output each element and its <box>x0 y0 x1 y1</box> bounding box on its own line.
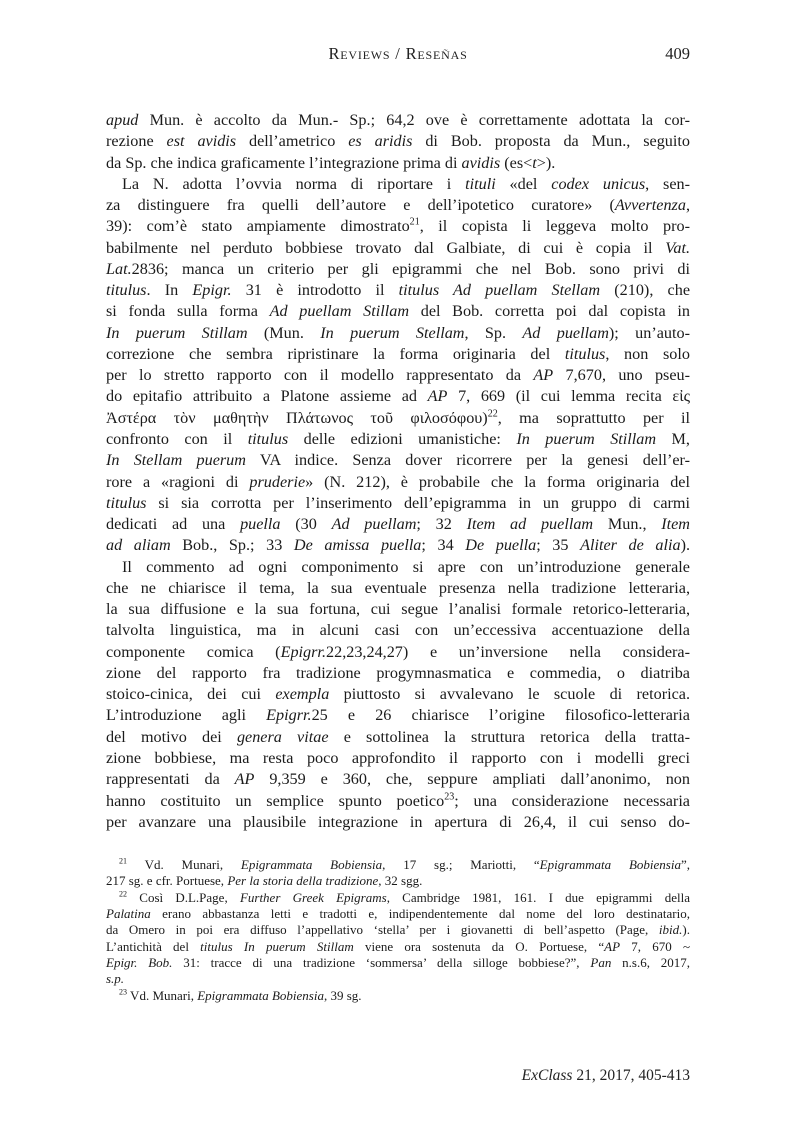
text-line: del motivo dei genera vitae e sottolinea la struttura retorica della tratta- <box>106 727 691 746</box>
footnote <box>106 988 690 1004</box>
text-line: babilmente nel perduto bobbiese trovato dal Galbiate, di cui è copia il Vat. <box>106 238 690 257</box>
text-line: correzione che sembra ripristinare la forma originaria del titulus, non solo <box>106 344 690 363</box>
text-line: la sua diffusione e la sua fortuna, cui segue l’analisi formale retorico-letteraria, <box>106 600 690 619</box>
text-line: hanno costituito un semplice spunto poetico$^{23}$; una considerazione necessaria <box>106 791 690 810</box>
review-body <box>106 111 690 834</box>
text-line: rappresentati da AP 9,359 e 360, che, seppure ampliati dall’anonimo, non <box>106 770 690 789</box>
text-line: da Omero in poi era diffuso l’appellativo ‘stella’ per i giovanetti di bell’aspetto (Page, ibid.). <box>106 922 690 938</box>
text-line: Ἀστέρα τὸν μαθητὴν Πλάτωνος τοῦ φιλοσόφου)$^{22}$, ma soprattutto per il <box>106 408 690 427</box>
text-line: da Sp. che indica graficamente l’integrazione prima di avidis (es<t>). <box>106 153 556 172</box>
running-title: Reviews / Reseñas <box>328 44 468 63</box>
text-line: componente comica (Epigrr.22,23,24,27) e un’inversione nella considera- <box>106 642 690 661</box>
text-line: In puerum Stillam (Mun. In puerum Stellam, Sp. Ad puellam); un’auto- <box>106 323 690 342</box>
text-line: talvolta linguistica, ma in alcuni casi con un’eccessiva accentuazione della <box>106 621 690 640</box>
text-line: La N. adotta l’ovvia norma di riportare i tituli «del codex unicus, sen- <box>122 174 690 193</box>
text-line: stoico-cinica, dei cui exempla piuttosto si avvalevano le scuole di retorica. <box>106 685 691 704</box>
text-line: $^{22}$ Così D.L.Page, Further Greek Epigrams, Cambridge 1981, 161. I due epigrammi della <box>119 889 690 905</box>
text-line: 39): com’è stato ampiamente dimostrato$^{21}$, il copista li leggeva molto pro- <box>106 216 691 236</box>
footnotes <box>106 857 690 1004</box>
text-line: rezione est avidis dell’ametrico es aridis di Bob. proposta da Mun., seguito <box>106 132 690 151</box>
page-number: 409 <box>665 44 690 63</box>
journal-citation: ExClass 21, 2017, 405-413 <box>521 1067 690 1084</box>
text-line: che ne chiarisce il tema, la sua eventuale presenza nella tradizione letteraria, <box>106 578 690 597</box>
text-line: apud Mun. è accolto da Mun.- Sp.; 64,2 ove è correttamente adottata la cor- <box>106 111 690 129</box>
text-line: L’introduzione agli Epigrr.25 e 26 chiarisce l’origine filosofico-letteraria <box>106 706 690 725</box>
text-line: s.p. <box>106 971 125 987</box>
text-line: titulus. In Epigr. 31 è introdotto il titulus Ad puellam Stellam (210), che <box>106 281 691 300</box>
text-line: do epitafio attribuito a Platone assieme ad AP 7, 669 (il cui lemma recita εἰς <box>106 387 690 406</box>
text-line: rore a «ragioni di pruderie» (N. 212), è probabile che la forma originaria del <box>106 472 690 491</box>
footnote <box>106 857 690 890</box>
text-line: ad aliam Bob., Sp.; 33 De amissa puella; 34 De puella; 35 Aliter de alia). <box>106 536 690 555</box>
paragraph <box>106 558 690 834</box>
text-line: Palatina erano abbastanza letti e tradotti e, indipendentemente dal nome del loro destinatario, <box>106 906 690 922</box>
text-line: $^{21}$ Vd. Munari, Epigrammata Bobiensia, 17 sg.; Mariotti, “Epigrammata Bobiensia”, <box>119 856 690 872</box>
text-line: Lat.2836; manca un criterio per gli epigrammi che nel Bob. sono privi di <box>106 259 690 278</box>
text-line: Il commento ad ogni componimento si apre con un’introduzione generale <box>122 557 690 576</box>
text-line: $^{23}$ Vd. Munari, Epigrammata Bobiensia, 39 sg. <box>119 987 362 1003</box>
text-line: per lo stretto rapporto con il modello rappresentato da AP 7,670, uno pseu- <box>106 366 691 385</box>
text-line: L’antichità del titulus In puerum Stillam viene ora sostenuta da O. Portuese, “AP 7, 670 ~ <box>106 938 690 954</box>
paragraph <box>106 111 690 175</box>
text-line: zione del rapporto fra tradizione progymnasmatica e commedia, o diatriba <box>106 663 690 682</box>
text-line: confronto con il titulus delle edizioni umanistiche: In puerum Stillam M, <box>106 429 690 448</box>
text-line: titulus si sia corrotta per l’inserimento dell’epigramma in un gruppo di carmi <box>106 493 690 512</box>
text-line: 217 sg. e cfr. Portuese, Per la storia della tradizione, 32 sgg. <box>106 873 423 889</box>
text-line: zione bobbiese, ma resta poco approfondito il rapporto con i modelli greci <box>106 748 690 767</box>
footnote <box>106 890 690 988</box>
text-line: In Stellam puerum VA indice. Senza dover ricorrere per la genesi dell’er- <box>106 451 690 470</box>
text-line: per avanzare una plausibile integrazione in apertura di 26,4, il cui senso do- <box>106 812 690 831</box>
paragraph <box>106 175 690 558</box>
text-line: za distinguere fra quelli dell’autore e dell’ipotetico curatore» (Avvertenza, <box>106 196 690 215</box>
text-line: si fonda sulla forma Ad puellam Stillam del Bob. corretta poi dal copista in <box>106 302 690 321</box>
text-line: Epigr. Bob. 31: tracce di una tradizione ‘sommersa’ della silloge bobbiese?”, Pan n.s.6, 2017, <box>106 955 691 971</box>
text-line: dedicati ad una puella (30 Ad puellam; 32 Item ad puellam Mun., Item <box>106 515 690 534</box>
page-footer <box>106 1067 690 1085</box>
page-header <box>106 44 690 64</box>
